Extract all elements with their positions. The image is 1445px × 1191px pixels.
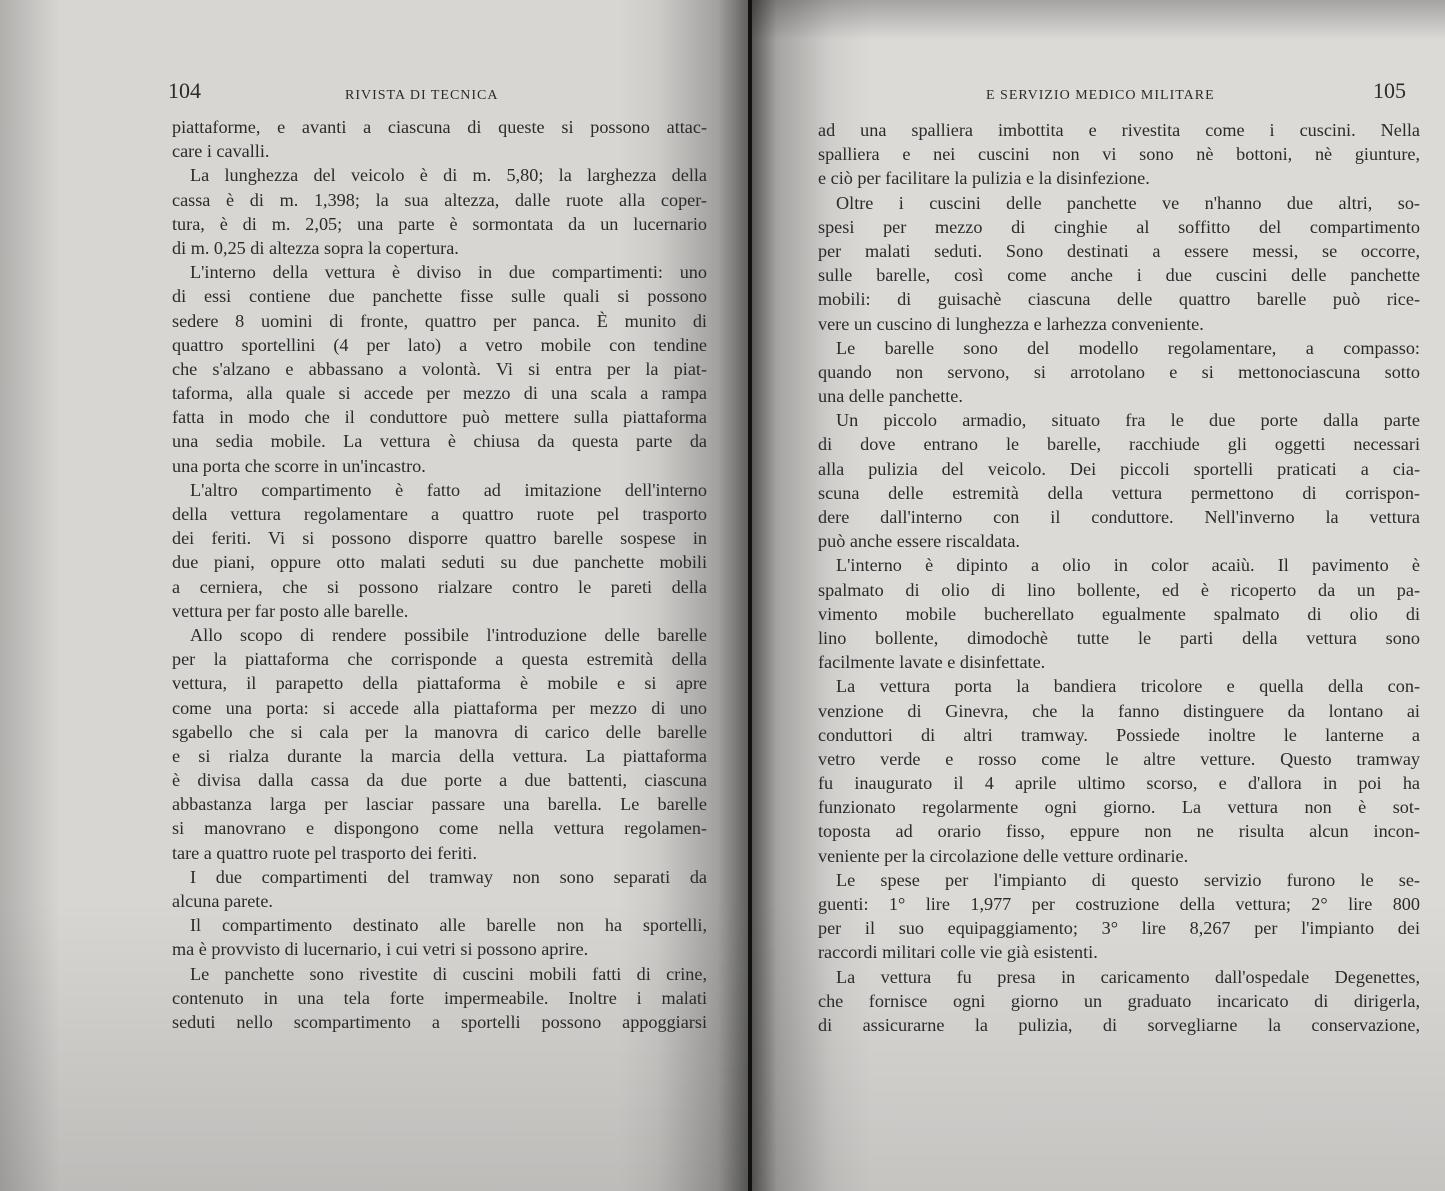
text-line: Il compartimento destinato alle barelle non ha sportelli, [190, 915, 707, 936]
text-line: vere un cuscino di lunghezza e larhezza conveniente. [818, 313, 1204, 334]
right-page [752, 0, 1445, 1191]
text-line: vettura per far posto alle barelle. [172, 600, 409, 621]
right-page-header [820, 78, 1420, 108]
text-line: dere dall'interno con il conduttore. Nell'inverno la vettura [818, 507, 1420, 527]
text-line: sedere 8 uomini di fronte, quattro per panca. È munito di [172, 310, 707, 331]
text-line: I due compartimenti del tramway non sono separati da [190, 866, 707, 887]
text-line: raccordi militari colle vie già esistenti. [818, 942, 1098, 963]
text-line: come una porta: si accede alla piattaforma per mezzo di uno [172, 697, 707, 718]
text-line: care i cavalli. [172, 141, 270, 162]
text-line: Le barelle sono del modello regolamentare, a compasso: [836, 337, 1420, 358]
text-line: vimento mobile bucherellato egualmente spalmato di olio di [818, 603, 1420, 624]
text-line: piattaforme, e avanti a ciascuna di queste si possono attac- [172, 117, 707, 137]
text-line: Le spese per l'impianto di questo servizio furono le se- [836, 869, 1420, 890]
text-line: una delle panchette. [818, 386, 963, 407]
text-line: che fornisce ogni giorno un graduato incaricato di dirigerla, [818, 990, 1420, 1011]
text-line: abbastanza larga per lasciar passare una barella. Le barelle [172, 794, 707, 815]
right-body-text [818, 118, 1420, 1037]
text-line: quattro sportellini (4 per lato) a vetro mobile con tendine [172, 334, 707, 355]
text-line: per malati seduti. Sono destinati a essere messi, se occorre, [818, 240, 1420, 261]
text-line: si manovrano e dispongono come nella vettura regolamen- [172, 818, 707, 839]
text-line: e si rialza durante la marcia della vettura. La piattaforma [172, 745, 707, 766]
text-line: di m. 0,25 di altezza sopra la copertura. [172, 237, 459, 258]
text-line: può anche essere riscaldata. [818, 531, 1020, 552]
text-line: L'interno della vettura è diviso in due compartimenti: uno [190, 262, 707, 283]
text-line: vetro verde e rosso come le altre vetture. Questo tramway [818, 748, 1420, 769]
text-line: una sedia mobile. La vettura è chiusa da questa parte da [172, 431, 707, 452]
text-line: seduti nello scompartimento a sportelli possono appoggiarsi [172, 1011, 707, 1032]
left-page-number: 104 [168, 78, 201, 103]
text-line: che s'alzano e abbassano a volontà. Vi si entra per la piat- [172, 358, 707, 379]
text-line: della vettura regolamentare a quattro ruote pel trasporto [172, 504, 707, 524]
text-line: sgabello che si cala per la manovra di carico delle barelle [172, 721, 707, 742]
text-line: spalmato di olio di lino bollente, ed è ricoperto da un pa- [818, 579, 1420, 600]
text-line: contenuto in una tela forte impermeabile. Inoltre i malati [172, 987, 707, 1008]
text-line: ad una spalliera imbottita e rivestita come i cuscini. Nella [818, 120, 1420, 140]
text-line: taforma, alla quale si accede per mezzo di una scala a rampa [172, 383, 707, 404]
text-line: per la piattaforma che corrisponde a questa estremità della [172, 649, 707, 670]
text-line: Oltre i cuscini delle panchette ve n'hanno due altri, so- [836, 192, 1420, 213]
text-line: una porta che scorre in un'incastro. [172, 455, 426, 476]
left-body-text [172, 115, 707, 1034]
text-line: lino bollente, dimodochè tutte le parti della vettura sono [818, 627, 1420, 648]
left-page-header [168, 78, 708, 108]
text-line: L'altro compartimento è fatto ad imitazione dell'interno [190, 479, 707, 500]
text-line: scuna delle estremità della vettura permettono di corrispon- [818, 482, 1420, 503]
text-line: alcuna parete. [172, 891, 273, 911]
text-line: due piani, oppure otto malati seduti su due panchette mobili [172, 552, 707, 573]
text-line: alla pulizia del veicolo. Dei piccoli sportelli praticati a cia- [818, 458, 1420, 479]
left-running-title: RIVISTA DI TECNICA [345, 88, 499, 103]
text-line: La vettura fu presa in caricamento dall'ospedale Degenettes, [836, 966, 1420, 987]
text-line: fu inaugurato il 4 aprile ultimo scorso, e d'allora in poi ha [818, 773, 1420, 794]
text-line: quando non servono, si arrotolano e si mettonociascuna sotto [818, 361, 1420, 382]
text-line: ma è provvisto di lucernario, i cui vetri si possono aprire. [172, 939, 589, 960]
text-line: tura, è di m. 2,05; una parte è sormontata da un lucernario [172, 213, 707, 234]
text-line: di assicurarne la pulizia, di sorvegliarne la conservazione, [818, 1014, 1420, 1035]
text-line: La lunghezza del veicolo è di m. 5,80; la larghezza della [190, 165, 707, 186]
text-line: Un piccolo armadio, situato fra le due porte dalla parte [836, 410, 1420, 431]
text-line: di dove entrano le barelle, racchiude gli oggetti necessari [818, 434, 1420, 455]
text-line: L'interno è dipinto a olio in color acaiù. Il pavimento è [836, 555, 1420, 576]
text-line: di essi contiene due panchette fisse sulle quali si possono [172, 286, 707, 307]
text-line: e ciò per facilitare la pulizia e la disinfezione. [818, 168, 1150, 189]
right-running-title: E SERVIZIO MEDICO MILITARE [986, 88, 1215, 103]
text-line: cassa è di m. 1,398; la sua altezza, dalle ruote alla coper- [172, 189, 707, 210]
text-line: per il suo equipaggiamento; 3° lire 8,267 per l'impianto dei [818, 918, 1420, 939]
text-line: La vettura porta la bandiera tricolore e quella della con- [836, 676, 1420, 697]
text-line: guenti: 1° lire 1,977 per costruzione della vettura; 2° lire 800 [818, 894, 1420, 914]
text-line: spalliera e nei cuscini non vi sono nè bottoni, nè giunture, [818, 144, 1420, 165]
text-line: dei feriti. Vi si possono disporre quattro barelle sospese in [172, 528, 707, 549]
text-line: conduttori di altri tramway. Possiede inoltre le lanterne a [818, 724, 1420, 745]
text-line: mobili: di guisachè ciascuna delle quattro barelle può rice- [818, 289, 1420, 310]
right-page-number: 105 [1373, 78, 1406, 103]
text-line: vettura, il parapetto della piattaforma è mobile e si apre [172, 673, 707, 694]
text-line: fatta in modo che il conduttore può mettere sulla piattaforma [172, 407, 707, 428]
text-line: venzione di Ginevra, che la fanno distinguere da lontano ai [818, 700, 1420, 721]
text-line: tare a quattro ruote pel trasporto dei feriti. [172, 842, 478, 863]
text-line: sulle barelle, così come anche i due cuscini delle panchette [818, 265, 1420, 286]
text-line: veniente per la circolazione delle vetture ordinarie. [818, 845, 1189, 866]
text-line: a cerniera, che si possono rialzare contro le pareti della [172, 576, 707, 597]
text-line: Allo scopo di rendere possibile l'introduzione delle barelle [190, 624, 707, 645]
text-line: Le panchette sono rivestite di cuscini mobili fatti di crine, [190, 963, 707, 984]
text-line: spesi per mezzo di cinghie al soffitto del compartimento [818, 216, 1420, 237]
text-line: funzionato regolarmente ogni giorno. La vettura non è sot- [818, 797, 1420, 818]
text-line: toposta ad orario fisso, eppure non ne risulta alcun incon- [818, 821, 1420, 842]
text-line: è divisa dalla cassa da due porte a due battenti, ciascuna [172, 770, 707, 791]
text-line: facilmente lavate e disinfettate. [818, 652, 1046, 673]
